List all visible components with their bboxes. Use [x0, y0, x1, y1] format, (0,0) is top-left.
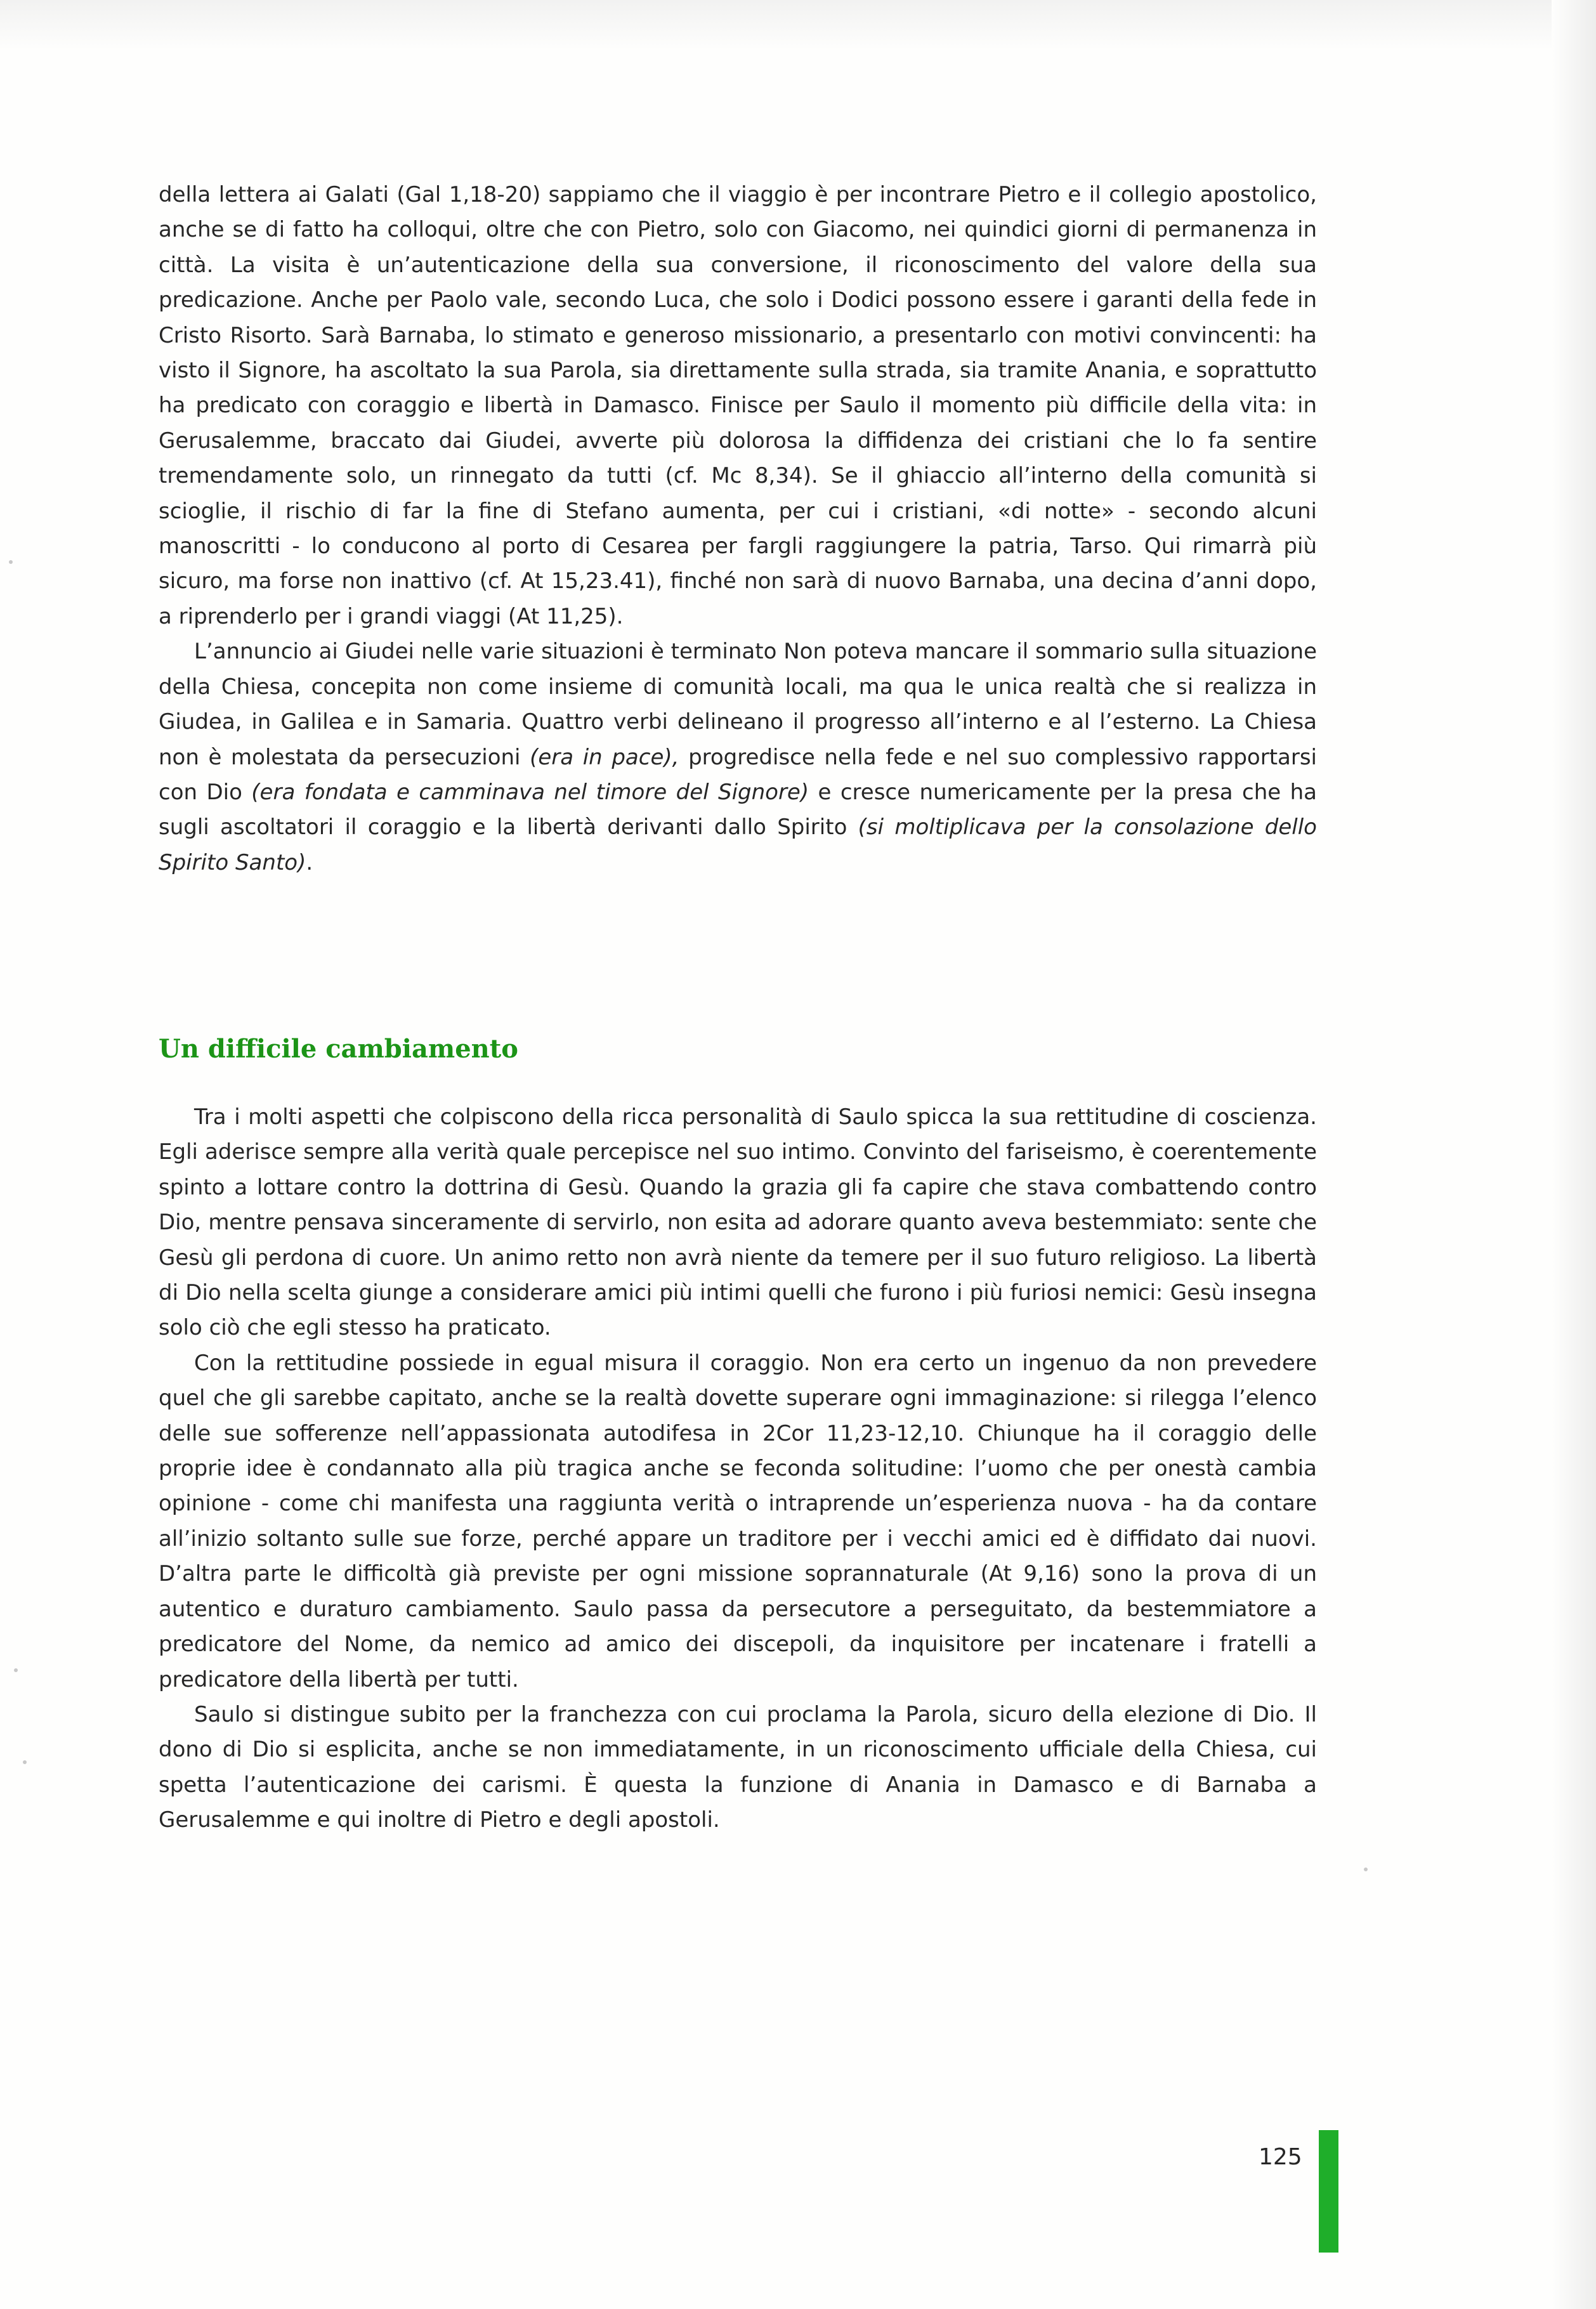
section-paragraph: Tra i molti aspetti che colpiscono della ricca personalità di Saulo spicca la sua rettitudine di coscienza. Egli aderisce sempre alla verità quale percepisce nel suo intimo. Convinto del fariseismo, è coerentemente spinto a lottare contro la dottrina di Gesù. Quando la grazia gli fa capire che stava combattendo contro Dio, mentre pensava sinceramente di servirlo, non esita ad adorare quanto aveva bestemmiato: sente che Gesù gli perdona di cuore. Un animo retto non avrà niente da temere per il suo futuro religioso. La libertà di Dio nella scelta giunge a considerare amici più intimi quelli che furono i più furiosi nemici: Gesù insegna solo ciò che egli stesso ha praticato. — [159, 1104, 1317, 1341]
page-accent-bar — [1319, 2130, 1338, 2253]
text-column-section — [159, 1100, 1317, 1838]
page-edge-shadow-top — [0, 0, 1596, 51]
section-paragraph: Saulo si distingue subito per la franchezza con cui proclama la Parola, sicuro della elezione di Dio. Il dono di Dio si esplicita, anche se non immediatamente, in un riconoscimento ufficiale della Chiesa, cui spetta l’autenticazione dei carismi. È questa la funzione di Anania in Damasco e di Barnaba a Gerusalemme e qui inoltre di Pietro e degli apostoli. — [159, 1701, 1317, 1833]
summary-italic-1: (era in pace), — [530, 744, 679, 770]
summary-text-4: . — [306, 849, 313, 875]
scan-speck — [1364, 1867, 1368, 1871]
page-edge-shadow-right — [1552, 0, 1596, 2309]
scan-speck — [9, 560, 13, 564]
section-heading: Un difficile cambiamento — [159, 1034, 518, 1064]
summary-text-1: L’annuncio ai Giudei nelle varie situazioni è terminato Non poteva mancare il sommario sulla situazione della Chiesa, concepita non come insieme di comunità locali, ma qua le unica realtà che si realizza in Giudea, in Galilea e in Samaria. Quattro verbi delineano il progresso all’interno e al l’esterno. La Chiesa non è molestata da persecuzioni — [159, 639, 1317, 770]
scan-speck — [14, 1668, 18, 1672]
scan-speck — [23, 1760, 27, 1764]
summary-italic-2: (era fondata e camminava nel timore del Signore) — [251, 779, 809, 805]
summary-text-2: progredisce nella fede e nel suo complessivo rapportarsi con Dio — [159, 744, 1318, 805]
body-paragraph-continued: della lettera ai Galati (Gal 1,18-20) sappiamo che il viaggio è per incontrare Pietro e il collegio apostolico, anche se di fatto ha colloqui, oltre che con Pietro, solo con Giacomo, nei quindici giorni di permanenza in città. La visita è un’autenticazione della sua conversione, il riconoscimento del valore della sua predicazione. Anche per Paolo vale, secondo Luca, che solo i Dodici possono essere i garanti della fede in Cristo Risorto. Sarà Barnaba, lo stimato e generoso missionario, a presentarlo con motivi convincenti: ha visto il Signore, ha ascoltato la sua Parola, sia direttamente sulla strada, sia tramite Anania, e soprattutto ha predicato con coraggio e libertà in Damasco. Finisce per Saulo il momento più difficile della vita: in Gerusalemme, braccato dai Giudei, avverte più dolorosa la diffidenza dei cristiani che lo fa sentire tremendamente solo, un rinnegato da tutti (cf. Mc 8,34). Se il ghiaccio all’interno della comunità si scioglie, il rischio di far la fine di Stefano aumenta, per cui i cristiani, «di notte» - secondo alcuni manoscritti - lo conducono al porto di Cesarea per fargli raggiungere la patria, Tarso. Qui rimarrà più sicuro, ma forse non inattivo (cf. At 15,23.41), finché non sarà di nuovo Barnaba, una decina d’anni dopo, a riprenderlo per i grandi viaggi (At 11,25). — [159, 182, 1317, 629]
summary-text-3: e cresce numericamente per la presa che ha sugli ascoltatori il coraggio e la libertà derivanti dallo Spirito — [159, 779, 1317, 841]
page-number: 125 — [1259, 2144, 1302, 2170]
section-paragraph: Con la rettitudine possiede in egual misura il coraggio. Non era certo un ingenuo da non prevedere quel che gli sarebbe capitato, anche se la realtà dovette superare ogni immaginazione: si rilegga l’elenco delle sue sofferenze nell’appassionata autodifesa in 2Cor 11,23-12,10. Chiunque ha il coraggio delle proprie idee è condannato alla più tragica anche se feconda solitudine: l’uomo che per onestà cambia opinione - come chi manifesta una raggiunta verità o intraprende un’esperienza nuova - ha da contare all’inizio soltanto sulle sue forze, perché appare un traditore per i vecchi amici ed è diffidato dai nuovi. D’altra parte le difficoltà già previste per ogni missione soprannaturale (At 9,16) sono la prova di un autentico e duraturo cambiamento. Saulo passa da persecutore a perseguitato, da bestemmiatore a predicatore del Nome, da nemico ad amico dei discepoli, da inquisitore per incatenare i fratelli a predicatore della libertà per tutti. — [159, 1350, 1317, 1692]
summary-italic-3: (si moltiplicava per la consolazione dello Spirito Santo) — [159, 814, 1317, 875]
body-paragraph-summary — [159, 634, 1317, 880]
text-column-top — [159, 178, 1317, 880]
